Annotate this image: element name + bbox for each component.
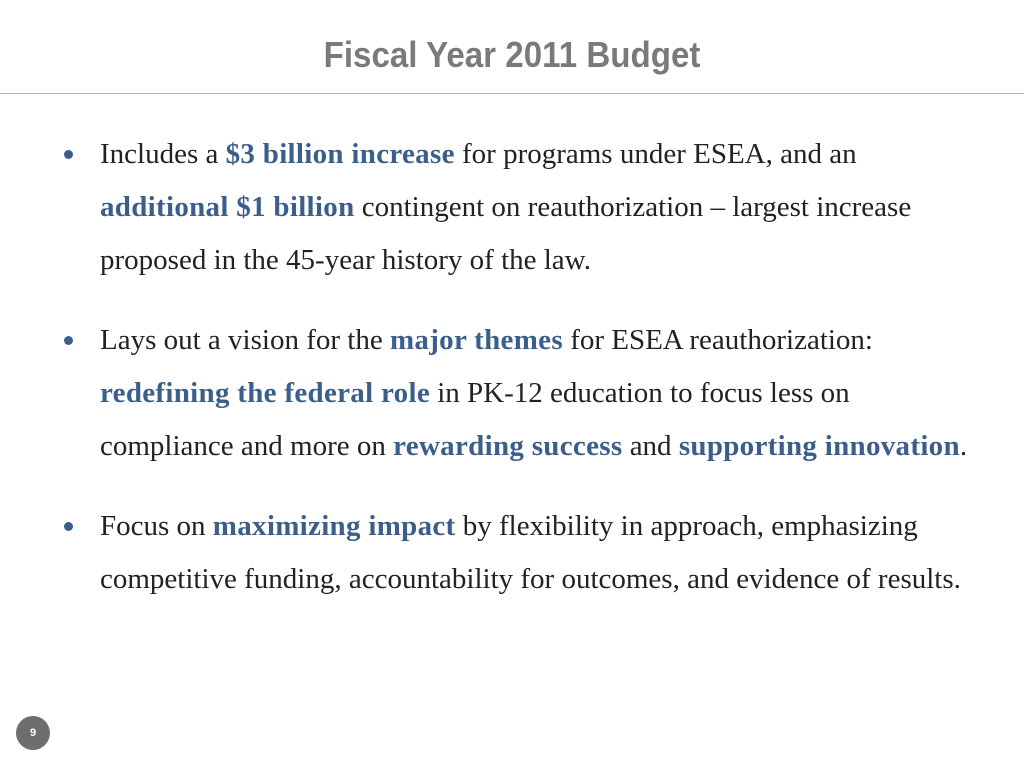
bullet-text: contingent on reauthorization – largest increase proposed in the 45-year history of the law. xyxy=(100,191,912,276)
bullet-dot-icon xyxy=(64,336,73,345)
highlight-3-billion-increase: $3 billion increase xyxy=(225,138,455,170)
bullet-text: . xyxy=(959,430,968,462)
bullet-dot-icon xyxy=(64,522,73,531)
slide-title: Fiscal Year 2011 Budget xyxy=(323,34,701,75)
bullet-item-budget-increase xyxy=(100,128,980,287)
bullet-text: Focus on xyxy=(100,510,213,542)
bullet-dot-icon xyxy=(64,150,73,159)
bullet-text: for programs under ESEA, and an xyxy=(454,138,857,170)
highlight-major-themes: major themes xyxy=(389,324,563,356)
bullet-text: in PK-12 education to focus less on compliance and more on xyxy=(100,377,850,462)
bullet-text: and xyxy=(622,430,679,462)
bullet-text: Includes a xyxy=(100,138,226,170)
bullet-text: by flexibility in approach, emphasizing competitive funding, accountability for outcomes, and evidence of results. xyxy=(100,510,961,595)
highlight-rewarding-success: rewarding success xyxy=(393,430,623,462)
bullet-list xyxy=(100,128,980,633)
title-divider xyxy=(0,93,1024,94)
bullet-text: for ESEA reauthorization: xyxy=(562,324,873,356)
page-number-badge: 9 xyxy=(16,716,50,750)
highlight-additional-1-billion: additional $1 billion xyxy=(100,191,355,223)
highlight-redefining-federal-role: redefining the federal role xyxy=(100,377,430,409)
highlight-supporting-innovation: supporting innovation xyxy=(678,430,960,462)
bullet-item-maximizing-impact xyxy=(100,500,980,606)
bullet-item-major-themes xyxy=(100,314,980,473)
bullet-text: Lays out a vision for the xyxy=(100,324,390,356)
highlight-maximizing-impact: maximizing impact xyxy=(212,510,456,542)
